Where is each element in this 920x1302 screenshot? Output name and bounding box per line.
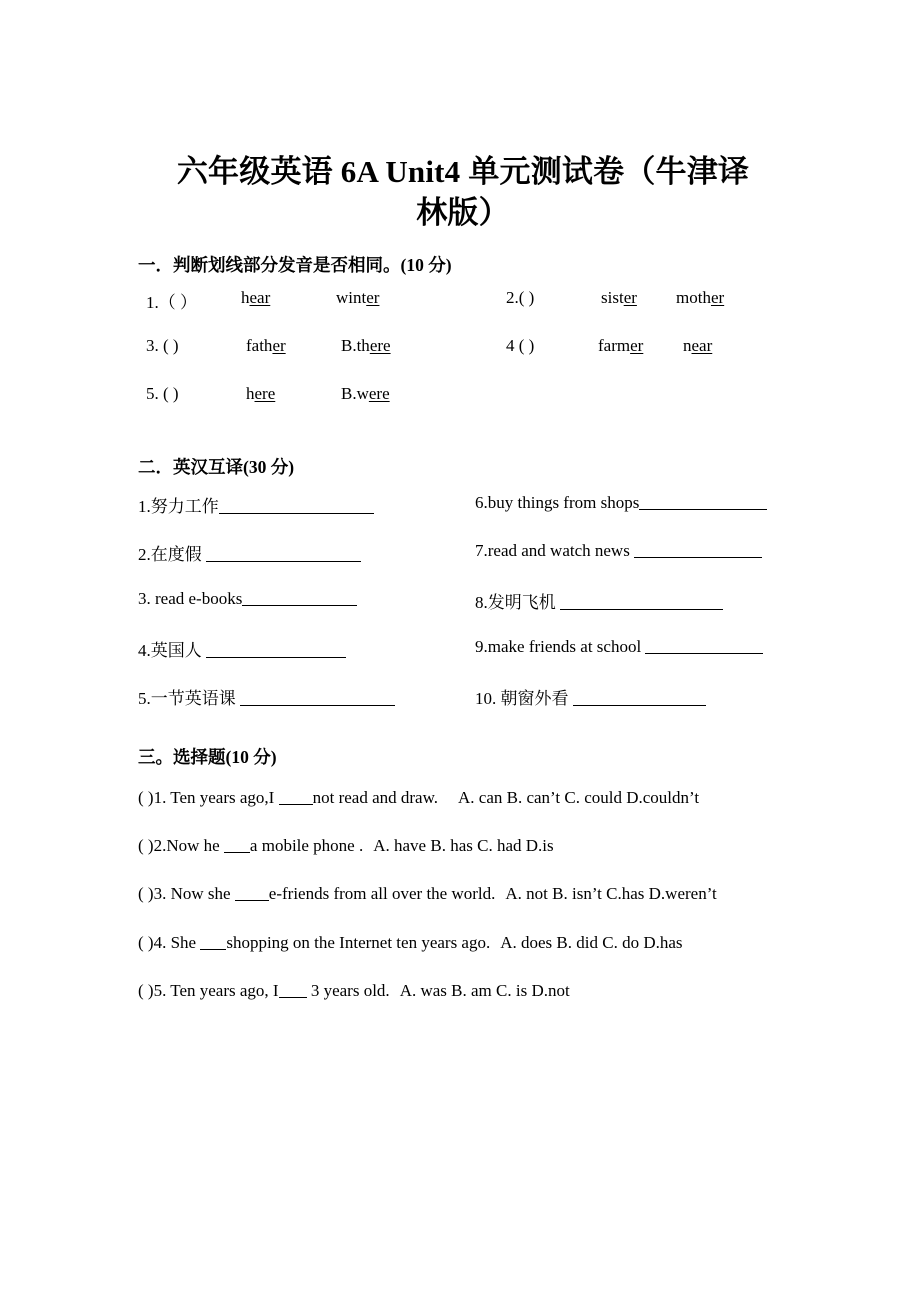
page-title-line2: 林版） <box>416 194 510 230</box>
translation-prompt: 8.发明飞机 <box>475 593 560 613</box>
question-tail: a mobile phone . <box>249 835 364 855</box>
translation-item <box>138 636 346 661</box>
pronunciation-word: winter <box>336 288 380 308</box>
item-number: 2.( ) <box>506 288 535 308</box>
question-tail: e-friends from all over the world. <box>268 884 496 904</box>
answer-blank[interactable] <box>240 688 395 706</box>
translation-prompt: 1.努力工作 <box>138 497 219 517</box>
pronunciation-row <box>138 384 788 432</box>
translation-prompt: 3. read e-books <box>138 589 243 609</box>
item-number: 3. ( ) <box>146 336 179 356</box>
question-stem: ( )2.Now he <box>138 835 224 855</box>
document-body <box>138 152 788 1026</box>
question-tail: not read and draw. <box>312 787 438 807</box>
translation-prompt: 6.buy things from shops <box>475 493 640 513</box>
answer-blank[interactable] <box>206 544 361 562</box>
translation-row <box>138 636 788 684</box>
translation-row <box>138 588 788 636</box>
question-stem: ( )5. Ten years ago, I <box>138 980 279 1000</box>
pronunciation-row <box>138 336 788 384</box>
question-stem: ( )4. She <box>138 932 201 952</box>
answer-blank[interactable] <box>560 592 723 610</box>
pronunciation-word: B.there <box>341 336 391 356</box>
translation-item <box>138 492 374 517</box>
page-title-line1: 六年级英语 6A Unit4 单元测试卷（牛津译 <box>176 154 750 189</box>
pronunciation-word: near <box>683 336 713 356</box>
answer-blank[interactable] <box>645 636 763 654</box>
answer-blank[interactable] <box>634 540 762 558</box>
page-title <box>138 152 788 234</box>
pronunciation-row <box>138 288 788 336</box>
answer-gap[interactable] <box>279 787 313 804</box>
translation-item <box>475 636 763 657</box>
translation-prompt: 9.make friends at school <box>475 637 646 657</box>
choice-question <box>138 881 788 907</box>
section-three-heading: 三。选择题(10 分) <box>138 747 277 768</box>
translation-row <box>138 492 788 540</box>
answer-blank[interactable] <box>573 688 706 706</box>
translation-item <box>475 540 762 561</box>
pronunciation-word: here <box>246 384 276 404</box>
answer-gap[interactable] <box>224 836 250 853</box>
translation-item <box>475 684 706 709</box>
translation-row <box>138 540 788 588</box>
choice-question <box>138 930 788 956</box>
pronunciation-word: mother <box>676 288 725 308</box>
question-tail: shopping on the Internet ten years ago. <box>226 932 491 952</box>
pronunciation-word: B.were <box>341 384 390 404</box>
answer-gap[interactable] <box>235 884 269 901</box>
translation-prompt: 4.英国人 <box>138 641 206 661</box>
pronunciation-word: hear <box>241 288 271 308</box>
translation-item <box>475 588 723 613</box>
question-tail: 3 years old. <box>306 980 390 1000</box>
choice-question <box>138 833 788 859</box>
answer-blank[interactable] <box>206 640 346 658</box>
pronunciation-word: father <box>246 336 286 356</box>
choice-question <box>138 978 788 1004</box>
pronunciation-word: farmer <box>598 336 644 356</box>
translation-item <box>475 492 767 513</box>
translation-prompt: 7.read and watch news <box>475 541 635 561</box>
question-options[interactable]: A. can B. can’t C. could D.couldn’t <box>458 787 700 807</box>
answer-blank[interactable] <box>242 588 357 606</box>
section-two-heading: 二．英汉互译(30 分) <box>138 457 295 478</box>
translation-item <box>138 684 395 709</box>
question-options[interactable]: A. was B. am C. is D.not <box>399 980 570 1000</box>
item-number: 4 ( ) <box>506 336 535 356</box>
translation-item <box>138 540 361 565</box>
section-three-questions <box>138 785 788 1005</box>
answer-blank[interactable] <box>219 496 374 514</box>
section-one-heading: 一．判断划线部分发音是否相同。(10 分) <box>138 254 452 275</box>
question-stem: ( )3. Now she <box>138 884 235 904</box>
item-number: 1.（ ） <box>146 293 197 313</box>
answer-gap[interactable] <box>200 932 226 949</box>
question-options[interactable]: A. not B. isn’t C.has D.weren’t <box>505 884 717 904</box>
item-number: 5. ( ) <box>146 384 179 404</box>
translation-row <box>138 684 788 732</box>
question-options[interactable]: A. have B. has C. had D.is <box>373 835 554 855</box>
answer-blank[interactable] <box>639 492 767 510</box>
question-stem: ( )1. Ten years ago,I <box>138 787 279 807</box>
section-one-items <box>138 288 788 432</box>
question-options[interactable]: A. does B. did C. do D.has <box>500 932 683 952</box>
choice-question <box>138 785 788 811</box>
answer-gap[interactable] <box>279 981 307 998</box>
translation-prompt: 10. 朝窗外看 <box>475 689 573 709</box>
translation-prompt: 5.一节英语课 <box>138 689 240 709</box>
section-two-items <box>138 492 788 732</box>
translation-item <box>138 588 357 609</box>
translation-prompt: 2.在度假 <box>138 545 206 565</box>
pronunciation-word: sister <box>601 288 637 308</box>
